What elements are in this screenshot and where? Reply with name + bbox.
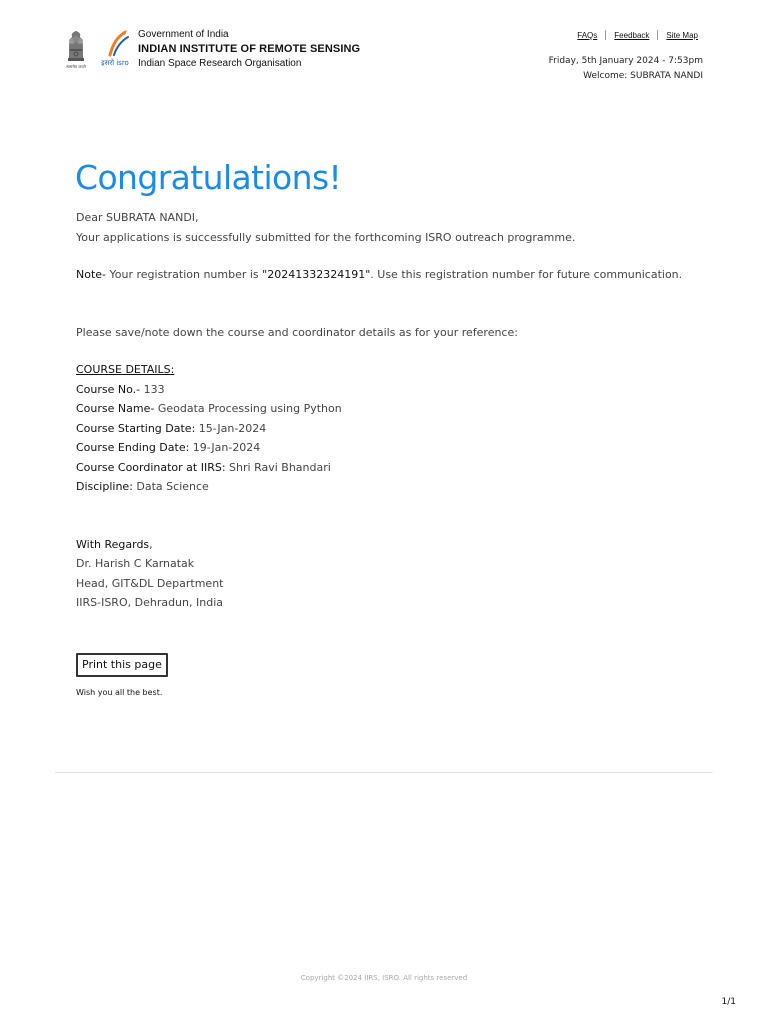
confirmation-content [76,208,716,613]
course-start-label: Course Starting Date: [76,421,196,435]
national-emblem-icon [62,27,90,71]
link-separator [605,30,606,40]
course-number-row [76,380,716,400]
course-details-heading: COURSE DETAILS: [76,363,175,376]
discipline-label: Discipline: [76,480,133,493]
course-coordinator-value: Shri Ravi Bhandari [225,460,331,474]
print-page-button[interactable]: Print this page [76,653,168,677]
welcome-user: Welcome: SUBRATA NANDI [583,71,703,81]
course-coordinator-label: Course Coordinator at IIRS: [76,460,226,474]
registration-note [76,265,716,285]
regards-label: With Regards [76,537,150,551]
content-divider [55,772,713,773]
note-text: Your registration number is [106,268,263,281]
course-number-value: 133 [140,382,165,396]
discipline-row [76,477,716,497]
course-end-row [76,438,716,458]
org-title-block [138,28,360,70]
greeting: Dear SUBRATA NANDI, [76,211,199,224]
signatory-title: Head, GIT&DL Department [76,576,224,590]
course-coordinator-row [76,458,716,478]
course-start-value: 15-Jan-2024 [195,421,267,435]
course-name-value: Geodata Processing using Python [154,402,342,415]
signatory-org: IIRS-ISRO, Dehradun, India [76,596,223,609]
page-number: 1/1 [721,997,736,1007]
current-datetime: Friday, 5th January 2024 - 7:53pm [548,56,703,66]
isro-logo-text: इसरो isro [101,59,129,67]
logo-block [62,27,138,71]
signatory-name: Dr. Harish C Karnatak [76,557,195,570]
course-name-row [76,399,716,419]
note-suffix: . Use this registration number for future communication. [370,268,683,281]
feedback-link[interactable]: Feedback [614,30,650,40]
institute-name: INDIAN INSTITUTE OF REMOTE SENSING [138,43,361,55]
course-name-label: Course Name- [76,402,155,415]
isro-logo-icon [94,29,136,69]
link-separator [657,30,658,40]
copyright-text: Copyright ©2024 IIRS, ISRO. All rights reserved [300,974,468,982]
emblem-caption: सत्यमेव जयते [66,64,86,69]
closing-wish: Wish you all the best. [76,688,163,697]
organisation-name: Indian Space Research Organisation [138,58,302,69]
government-label: Government of India [138,29,229,40]
submission-message: Your applications is successfully submitted for the forthcoming ISRO outreach programme. [76,230,576,244]
course-end-label: Course Ending Date: [76,441,190,454]
course-start-row [76,419,716,439]
registration-number: "20241332324191" [262,268,371,281]
course-number-label: Course No.- [76,382,141,396]
page-title: Congratulations! [75,158,342,197]
session-meta [549,54,703,84]
top-links [577,30,698,40]
regards-comma: , [149,537,153,551]
faqs-link[interactable]: FAQs [577,30,598,40]
course-end-value: 19-Jan-2024 [189,441,261,454]
regards-line [76,535,716,555]
save-note: Please save/note down the course and coordinator details as for your reference: [76,325,518,339]
note-label: Note- [76,268,107,281]
site-map-link[interactable]: Site Map [666,30,698,40]
discipline-value: Data Science [132,480,209,493]
